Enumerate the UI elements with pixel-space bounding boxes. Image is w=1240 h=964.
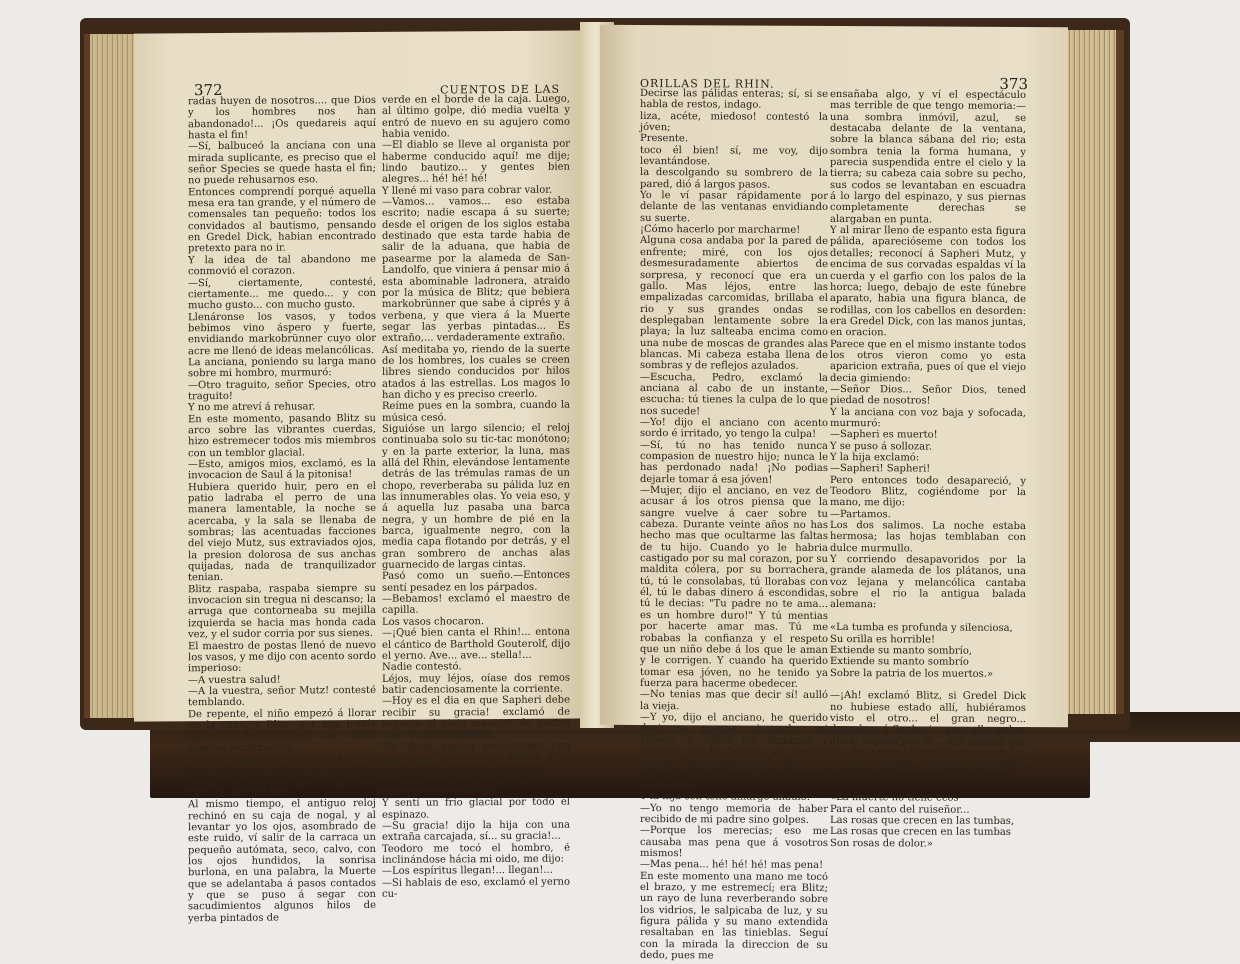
left-page-column-2: verde en el borde de la caja. Luego, al último golpe, dió media vuelta y entró de nuevo en su agujero como habia venido. —El diablo se lleve al organista por haberme conducido aquí! me dije; lindo bautizo... y gentes bien alegres... hé! hé! hé! Y llené mi vaso para cobrar valor. —Vamos... vamos... eso estaba escrito; nadie escapa á su suerte; desde el origen de los siglos estaba destinado que esta tarde habia de salir de la aduana, que habia de pasearme por la alameda de San-Landolfo, que viniera á pensar mio á esta abominable ladronera, atraido por la música de Blitz; que bebiera markobrünner que sabe á ciprés y á verbena, y que viera á la Muerte segar las yerbas pintadas... Es extraño,... verdaderamente extraño. Así meditaba yo, riendo de la suerte de los hombres, los cuales se creen libres siendo conducidos por hilos atados á las estrellas. Los magos lo han dicho y es preciso creerlo. Reíme pues en la sombra, cuando la música cesó. Siguióse un largo silencio; el reloj continuaba solo su tic-tac monótono; y en la parte exterior, la luna, mas allá del Rhin, elevándose lentamente detrás de las trémulas ramas de un chopo, reverberaba su pálida luz en las innumerables olas. Yo veia eso, y á aquella luz pasaba una barca negra, y un hombre de pié en la barca, igualmente negro, con la media capa flotando por detrás, y el gran sombrero de anchas alas guarnecido de largas cintas. Pasó como un sueño.—Entonces sentí pesadez en los párpados. —Bebamos! exclamó el maestro de capilla. Los vasos chocaron. —¡Qué bien canta el Rhin!... entona el cántico de Barthold Gouterolf, dijo el yerno. Ave... ave... stella!... Nadie contestó. Léjos, muy léjos, oíase dos remos batir cadenciosamente la corriente. —Hoy es el dia en que Sapheri debe recibir su gracia! exclamó de repente el viejo maestro de postas con voz enronquecida. Sin duda estaba preocupado con esta idea hacia largo tiempo y le ponia triste. A mí me espeluznó. —Piensa en su hijo, me dije, en su hijo que debe ahorcar! Y sentí un frío glacial por todo el espinazo. —Su gracia! dijo la hija con una extraña carcajada, sí... su gracia!... Teodoro me tocó el hombro, é inclinándose hácia mi oido, me dijo: —Los espíritus llegan!... llegan!... —Si hablais de eso, exclamó el yerno cu- <box>382 93 570 900</box>
left-page <box>134 30 594 924</box>
right-page-column-2: ensañaba algo, y ví el espectáculo mas terrible de que tengo memoria:—una sombra inmóvil, azul, se destacaba delante de la ventana, sobre la blanca sábana del rio; esta sombra tenia la forma humana, y parecia suspendida entre el cielo y la tierra; su cabeza caia sobre su pecho, sus codos se levantaban en escuadra á lo largo del espinazo, y sus piernas completamente derechas se alargaban en punta. Y al mirar lleno de espanto esta figura pálida, aparecióseme con todos los detalles; reconocí á Sapheri Mutz, y encima de sus corvadas espaldas ví la cuerda y el garfio con los palos de la horca; luego, debajo de este fúnebre aparato, habia una figura blanca, de rodillas, con los cabellos en desorden: era Gredel Dick, con las manos juntas, en oracion. Parece que en el mismo instante todos los otros vieron como yo esta aparicion extraña, pues oí que el viejo decia gimiendo: —Señor Dios... Señor Dios, tened piedad de nosotros! Y la anciana con voz baja y sofocada, murmuró: —Sapheri es muerto! Y se puso á sollozar. Y la hija exclamó: —Sapheri! Sapheri! Pero entonces todo desapareció, y Teodoro Blitz, cogiéndome por la mano, me dijo: —Partamos. Los dos salimos. La noche estaba hermosa; las hojas temblaban con dulce murmullo. Y corriendo desapavoridos por la grande alameda de los plátanos, una voz lejana y melancólica cantaba sobre el rio la antigua balada alemana: «La tumba es profunda y silenciosa, Su orilla es horrible! Extiende su manto sombrío, Extiende su manto sombrío Sobre la patria de los muertos.» —¡Ah! exclamó Blitz, si Gredel Dick no hubiese estado allí, hubiéramos visto el otro... el gran negro... descolgar á Sapheri... pero ella, pobre alma, rogaba por él... ella rogaba por él... Lo que es blanco blanco queda! Y la voz lejana, siempre mas débil, continuó al murmurio de las aguas: «La muerte no tiene ecos Para el canto del ruiseñor... Las rosas que crecen en las tumbas, Las rosas que crecen en las tumbas Son rosas de dolor.» <box>830 88 1026 850</box>
right-page-column-1: Decirse las pálidas enteras; sí, si se habla de restos, indago. liza, acéte, miedoso! contestó la jóven; Presente. toco él bien! sí, me voy, dijo levantándose. la descolgando su sombrero de la pared, dió á largos pasos. Yo le ví pasar rápidamente por delante de las ventanas envidiando su suerte. ¡Cómo hacerlo por marcharme! Alguna cosa andaba por la pared de enfrente; miré, con los ojos desmesuradamente abiertos de sorpresa, y reconocí que era un gallo. Mas léjos, entre las empalizadas carcomidas, brillaba el rio y sus grandes ondas se desplegaban lentamente sobre la playa; la luz salteaba encima como una nube de moscas de grandes alas blancas. Mi cabeza estaba llena de sombras y de reflejos azulados. —Escucha, Pedro, exclamó la anciana al cabo de un instante, escucha: tú tienes la culpa de lo que nos sucede! —Yo! dijo el anciano con acento sordo é irritado, yo tengo la culpa! —Sí, tú no has tenido nunca compasion de nuestro hijo; nunca le has perdonado nada! ¡No podias dejarle tomar á esa jóven! —Mujer, dijo el anciano, en vez de acusar á los otros piensa que la sangre vuelve á caer sobre tu cabeza. Durante veinte años no has hecho mas que ocultarme las faltas de tu hijo. Cuando yo le habria castigado por su mal corazon, por su maldita cólera, por su borrachera, tú, tú le consolabas, tú llorabas con él, tú le dabas dinero á escondidas, tú le decias: "Tu padre no te ama... es un hombre duro!" Y tú mentias por hacerte amar mas. Tú me robabas la confianza y el respeto que un niño debe á los que le aman y le corrigen. Y cuando ha querido tomar esa jóven, no he tenido ya fuerza para hacerme obedecer. —No tenias mas que decir sí! aulló la vieja. —Y yo, dijo el anciano, he querido decir no, porque mi madre, mi abuela, y todos los hombres y mujeres de la familia, no podian recibir á esa pagana en el cielo! —En el cielo! dijo con mofa la vieja, en el cielo! Y la hija con tono amargo añadió: —Yo no tengo memoria de haber recibido de mi padre sino golpes. —Porque los merecias; eso me causaba mas pena que á vosotros mismos! —Mas pena... hé! hé! hé! mas pena! En este momento una mano me tocó el brazo, y me estremecí; era Blitz; un rayo de luna reverberando sobre los vidrios, le salpicaba de luz, y su figura pálida y su mano extendida resaltaban en las tinieblas. Seguí con la mirada la direccion de su dedo, pues me <box>640 87 828 962</box>
left-running-head: CUENTOS DE LAS <box>440 82 560 97</box>
right-page <box>600 25 1068 962</box>
right-page-edges <box>1062 30 1124 714</box>
left-page-column-1: radas huyen de nosotros.... que Dios y los hombres nos han abandonado!... ¡Os quedareis aquí hasta el fin! —Sí, balbuceó la anciana con una mirada suplicante, es preciso que el señor Species se quede hasta el fin; no puede rehusarnos eso. Entonces comprendí porqué aquella mesa era tan grande, y el número de comensales tan pequeño: todos los convidados al bautismo, pensando en Gredel Dick, habian encontrado pretexto para no ir. Y la idea de tal abandono me conmovió el corazon. —Sí, ciertamente, contesté, ciertamente... me quedo... y con mucho gusto... con mucho gusto. Llenáronse los vasos, y todos bebimos vino áspero y fuerte, envidiando markobrünner cuyo olor acre me llenó de ideas melancólicas. La anciana, poniendo su larga mano sobre mi hombro, murmuró: —Otro traguito, señor Species, otro traguito! Y no me atreví á rehusar. En este momento, pasando Blitz su arco sobre las vibrantes cuerdas, hizo estremecer todos mis miembros con un temblor glacial. —Esto, amigos mios, exclamó, es la invocacion de Saul á la pitonisa! Hubiera querido huir, pero en el patio ladraba el perro de una manera lamentable, la noche se acercaba, y la sala se llenaba de sombras; las acentuadas facciones del viejo Mutz, sus extraviados ojos, la presion dolorosa de sus anchas quijadas, nada de tranquilizador tenian. Blitz raspaba, raspaba siempre su invocacion sin tregua ni descanso; la arruga que contorneaba su mejilla izquierda se hacia mas honda cada vez, y el sudor corria por sus sienes. El maestro de postas llenó de nuevo los vasos, y me dijo con acento sordo imperioso: —A vuestra salud! —A la vuestra, señor Mutz! contesté temblando. De repente, el niño empezó á llorar en la cuna, y Blitz, por una ironía diabólica, le acompañó con notas ásperas exclamando: —Es el himno de la vida... hé! hé! hé! ¡Cuántas veces el pequeño Nickel lo cantará hasta que sea calvo!... hé! hé! hé! Al mismo tiempo, el antiguo reloj rechinó en su caja de nogal, y al levantar yo los ojos, asombrado de este ruido, ví salir de la carraca un pequeño autómata, seco, calvo, con los ojos hundidos, la sonrisa burlona, en una palabra, la Muerte que se adelantaba á pasos contados y que se puso á segar con sacudimientos algunos hilos de yerba pintados de <box>188 94 376 924</box>
left-page-number: 372 <box>194 80 223 100</box>
right-page-number: 373 <box>999 74 1028 94</box>
right-running-head: ORILLAS DEL RHIN. <box>640 76 775 91</box>
